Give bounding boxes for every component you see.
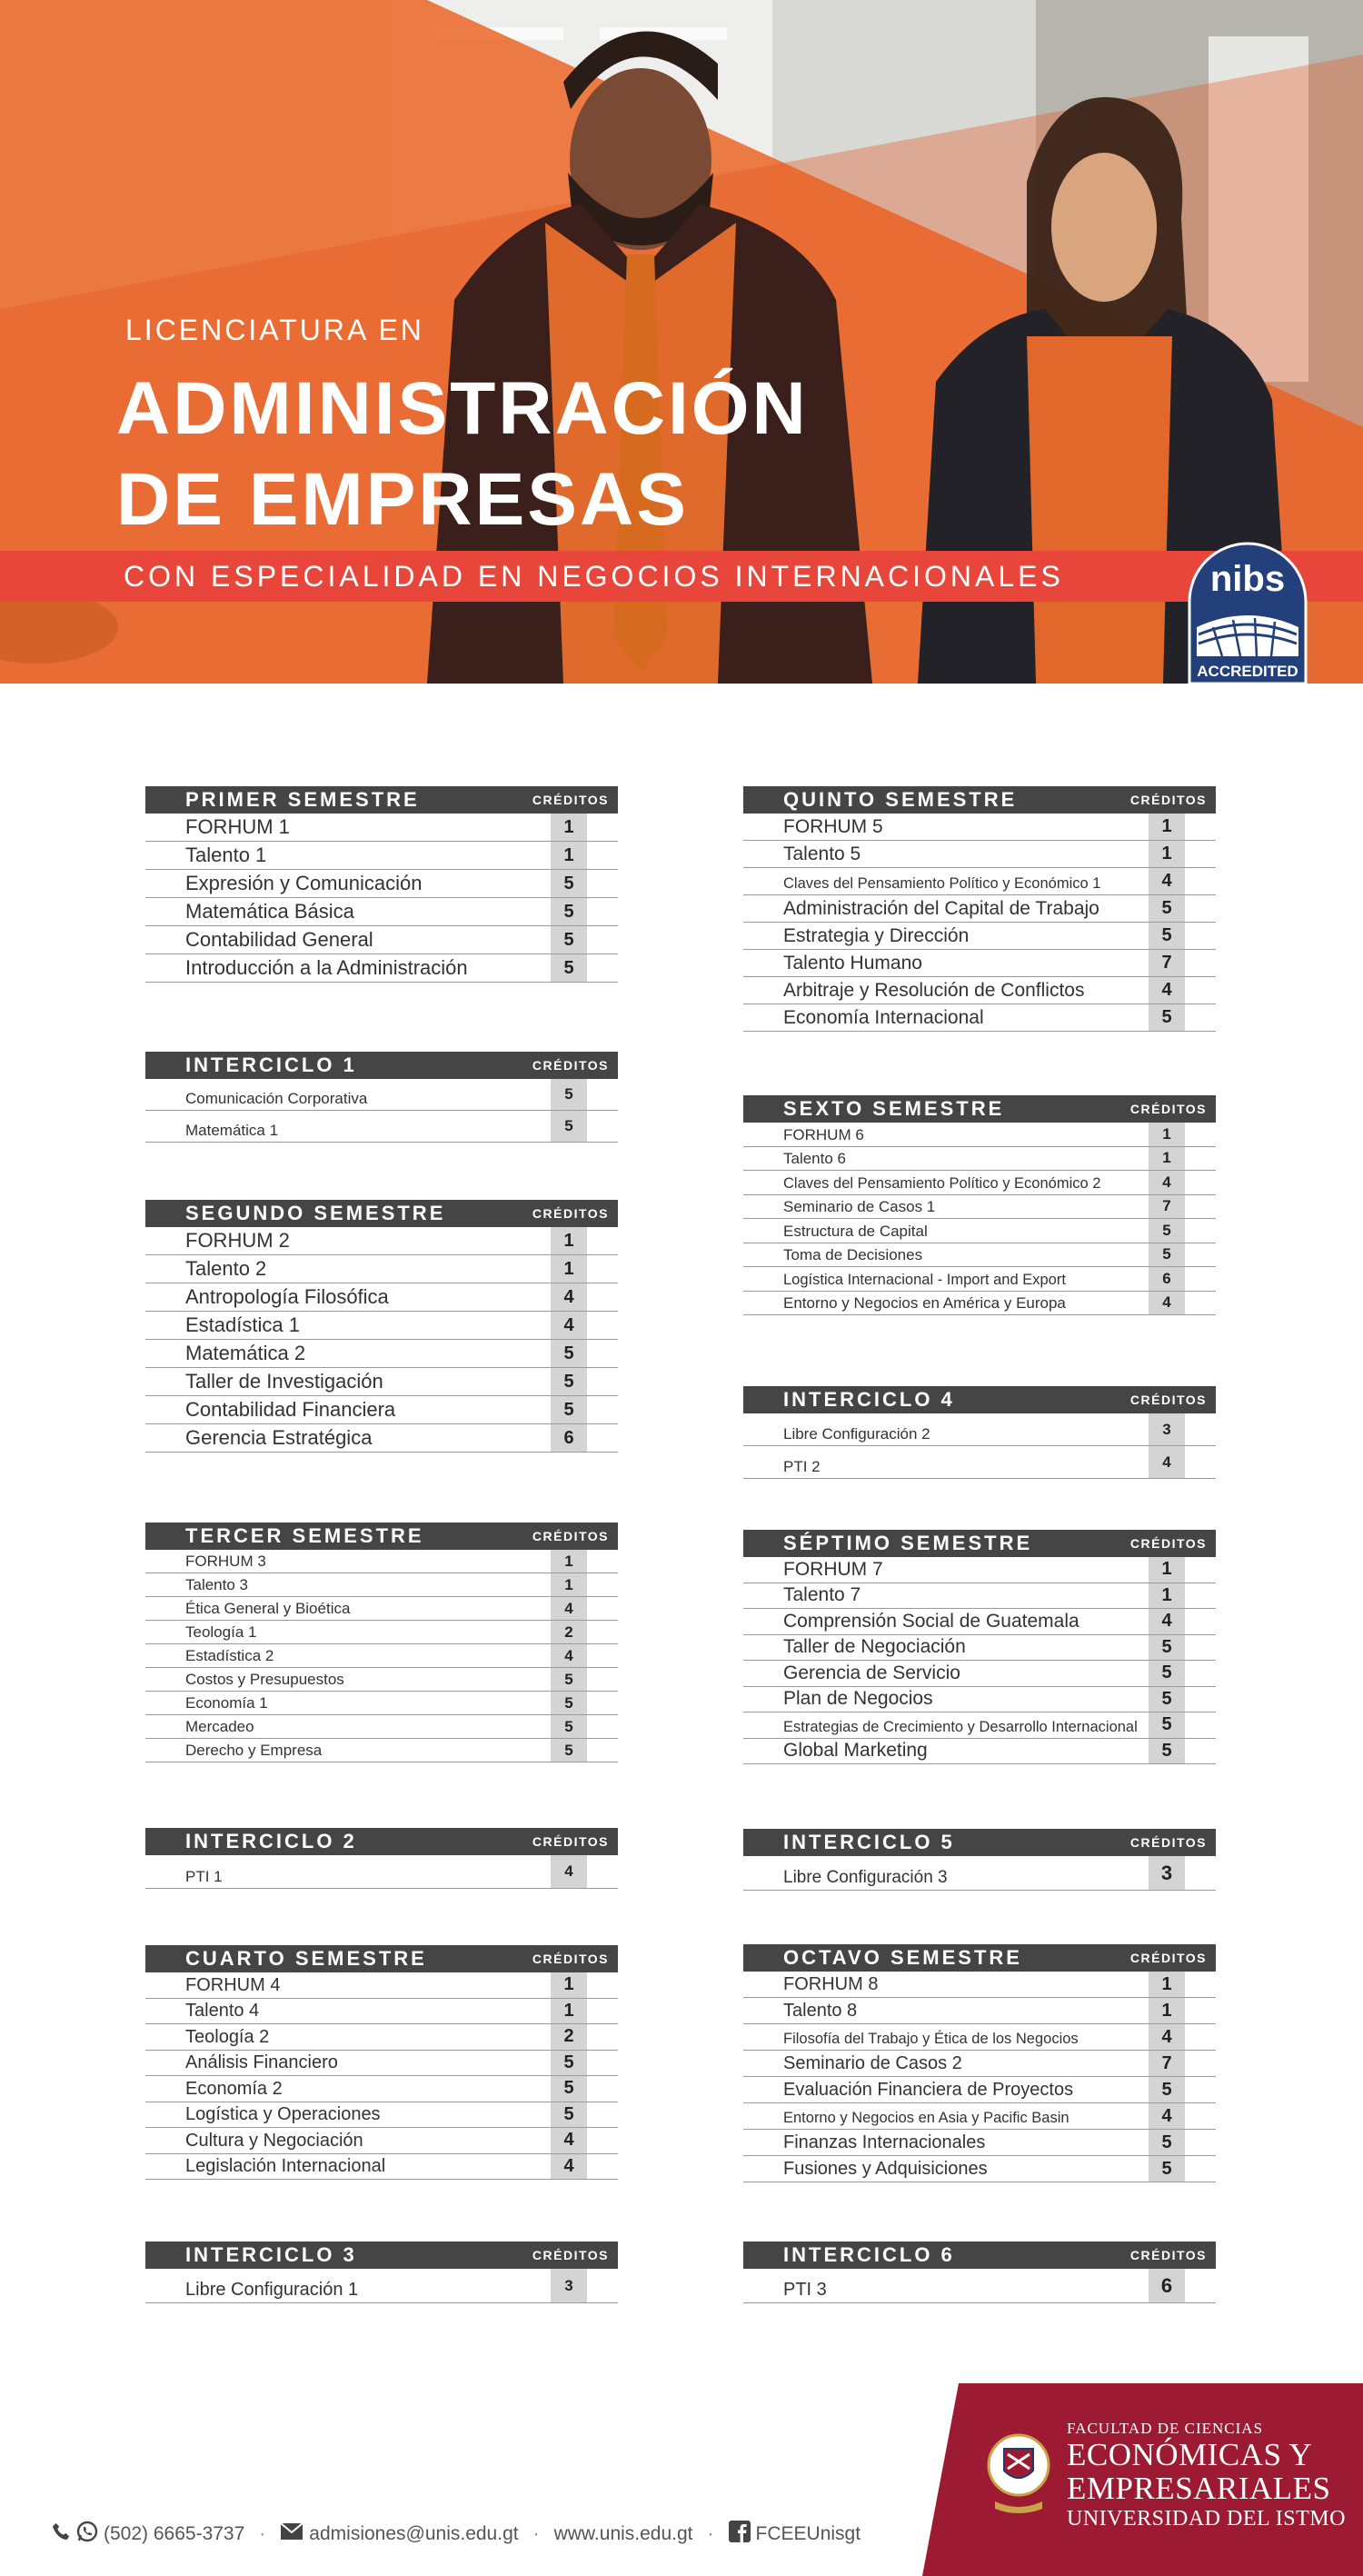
course-credits: 2 — [551, 1621, 587, 1643]
hero-kicker: LICENCIATURA EN — [125, 314, 424, 346]
course-credits: 4 — [1149, 1609, 1185, 1634]
globe-icon — [1197, 615, 1298, 656]
course-name: Talento 2 — [185, 1257, 267, 1280]
facebook-handle[interactable]: FCEEUnisgt — [755, 2523, 861, 2544]
page-title — [116, 364, 809, 545]
semester-title: QUINTO SEMESTRE — [783, 788, 1018, 811]
course-row — [743, 1998, 1216, 2024]
course-credits: 6 — [1149, 2269, 1185, 2302]
course-credits: 5 — [1149, 2077, 1185, 2102]
course-name: Cultura y Negociación — [185, 2130, 363, 2151]
course-row — [743, 841, 1216, 868]
credits-column-label: CRÉDITOS — [1129, 1835, 1207, 1850]
course-credits: 1 — [1149, 1972, 1185, 1997]
course-name: Toma de Decisiones — [783, 1246, 923, 1263]
faculty-line-1: FACULTAD DE CIENCIAS — [1067, 2420, 1264, 2437]
course-row — [145, 1079, 618, 1111]
course-credits: 1 — [551, 1227, 587, 1254]
course-credits: 5 — [551, 898, 587, 925]
course-credits: 4 — [1149, 1292, 1185, 1315]
course-row — [743, 2103, 1216, 2130]
course-row — [145, 954, 618, 983]
phone-number[interactable]: (502) 6665-3737 — [104, 2523, 245, 2544]
faculty-logo-text — [1067, 2420, 1346, 2531]
credits-column-label: CRÉDITOS — [532, 1206, 609, 1221]
course-name: Claves del Pensamiento Político y Económico 2 — [783, 1174, 1101, 1192]
course-credits: 5 — [551, 2076, 587, 2102]
semester-block — [145, 1945, 618, 2180]
semester-header — [145, 1945, 618, 1972]
course-row — [145, 1283, 618, 1312]
semester-header — [743, 1386, 1216, 1413]
course-row — [743, 1147, 1216, 1172]
course-row — [145, 1692, 618, 1715]
course-credits: 4 — [1149, 868, 1185, 894]
course-credits: 5 — [1149, 1661, 1185, 1686]
course-name: Costos y Presupuestos — [185, 1671, 344, 1688]
credits-column-label: CRÉDITOS — [1129, 1536, 1207, 1551]
course-row — [145, 842, 618, 870]
course-name: Estructura de Capital — [783, 1222, 928, 1240]
course-credits: 4 — [551, 1644, 587, 1667]
course-row — [743, 1292, 1216, 1316]
course-row — [743, 1195, 1216, 1220]
university-name: UNIVERSIDAD DEL ISTMO — [1067, 2507, 1346, 2531]
course-credits: 4 — [551, 1312, 587, 1339]
course-credits: 4 — [1149, 1446, 1185, 1478]
course-row — [743, 1661, 1216, 1687]
course-name: Economía Internacional — [783, 1007, 984, 1028]
course-name: Plan de Negocios — [783, 1688, 933, 1709]
course-name: Evaluación Financiera de Proyectos — [783, 2080, 1074, 2100]
course-name: Teología 2 — [185, 2026, 270, 2047]
semester-header — [145, 1523, 618, 1550]
course-name: PTI 2 — [783, 1458, 821, 1475]
course-credits: 4 — [551, 1855, 587, 1888]
course-credits: 1 — [551, 1972, 587, 1998]
course-credits: 1 — [1149, 1998, 1185, 2023]
course-name: Logística y Operaciones — [185, 2104, 381, 2124]
course-row — [743, 1123, 1216, 1147]
course-name: Matemática 1 — [185, 1122, 279, 1139]
course-row — [145, 814, 618, 842]
course-name: Libre Configuración 1 — [185, 2280, 359, 2300]
course-row — [743, 1739, 1216, 1765]
course-name: Talento 6 — [783, 1150, 846, 1167]
course-credits: 5 — [551, 1368, 587, 1395]
credits-column-label: CRÉDITOS — [1129, 793, 1207, 807]
course-credits: 3 — [551, 2269, 587, 2302]
course-name: Comunicación Corporativa — [185, 1090, 368, 1107]
course-credits: 5 — [1149, 1243, 1185, 1267]
course-name: Análisis Financiero — [185, 2052, 338, 2072]
semester-title: CUARTO SEMESTRE — [185, 1947, 427, 1970]
course-row — [145, 2269, 618, 2303]
course-row — [743, 977, 1216, 1004]
course-name: FORHUM 4 — [185, 1974, 281, 1995]
course-name: Arbitraje y Resolución de Conflictos — [783, 980, 1085, 1001]
course-row — [743, 1413, 1216, 1446]
course-name: Logística Internacional - Import and Export — [783, 1271, 1066, 1288]
course-credits: 5 — [1149, 2156, 1185, 2182]
semester-block — [743, 1530, 1216, 1764]
course-name: Contabilidad General — [185, 928, 373, 951]
semester-title: INTERCICLO 3 — [185, 2243, 357, 2266]
course-row — [145, 1597, 618, 1621]
course-name: Estadística 1 — [185, 1313, 300, 1336]
course-row — [743, 1446, 1216, 1479]
course-row — [743, 1171, 1216, 1195]
course-name: FORHUM 5 — [783, 816, 883, 837]
course-credits: 1 — [551, 842, 587, 869]
course-row — [743, 2024, 1216, 2051]
course-row — [145, 1855, 618, 1889]
semester-header — [743, 1095, 1216, 1123]
course-name: Legislación Internacional — [185, 2156, 386, 2176]
course-row — [743, 1856, 1216, 1891]
website-link[interactable]: www.unis.edu.gt — [553, 2523, 693, 2544]
course-credits: 5 — [551, 954, 587, 982]
separator: · — [259, 2523, 266, 2544]
course-row — [743, 2077, 1216, 2103]
semester-header — [145, 1052, 618, 1079]
course-name: Talento 3 — [185, 1576, 248, 1593]
course-row — [145, 1972, 618, 1999]
course-name: Seminario de Casos 2 — [783, 2053, 962, 2073]
course-row — [743, 1687, 1216, 1713]
course-row — [743, 1267, 1216, 1292]
semester-title: INTERCICLO 1 — [185, 1053, 357, 1076]
course-name: Seminario de Casos 1 — [783, 1198, 936, 1215]
course-name: FORHUM 6 — [783, 1125, 864, 1143]
course-row — [743, 1557, 1216, 1583]
course-row — [743, 1635, 1216, 1662]
course-row — [145, 1340, 618, 1368]
semester-title: SEGUNDO SEMESTRE — [185, 1202, 446, 1224]
semester-block — [145, 2242, 618, 2303]
course-credits: 5 — [1149, 1739, 1185, 1764]
semester-block — [743, 1095, 1216, 1315]
semester-title: INTERCICLO 5 — [783, 1831, 955, 1853]
semester-title: TERCER SEMESTRE — [185, 1524, 424, 1547]
semester-header — [145, 1828, 618, 1855]
course-credits: 4 — [1149, 2024, 1185, 2050]
course-credits: 3 — [1149, 1856, 1185, 1890]
course-credits: 7 — [1149, 950, 1185, 976]
course-credits: 5 — [1149, 1687, 1185, 1712]
course-credits: 5 — [1149, 1635, 1185, 1661]
course-row — [145, 2128, 618, 2154]
course-row — [145, 2076, 618, 2102]
semester-block — [145, 1052, 618, 1143]
course-name: Taller de Negociación — [783, 1636, 966, 1657]
accredited-text: ACCREDITED — [1197, 663, 1298, 680]
course-credits: 1 — [551, 1573, 587, 1596]
course-credits: 1 — [551, 814, 587, 841]
course-row — [145, 1255, 618, 1283]
semester-block — [743, 2242, 1216, 2303]
course-credits: 7 — [1149, 2051, 1185, 2076]
course-row — [743, 895, 1216, 923]
course-row — [145, 1111, 618, 1143]
credits-column-label: CRÉDITOS — [1129, 2248, 1207, 2262]
course-name: PTI 3 — [783, 2280, 827, 2300]
course-row — [145, 2154, 618, 2181]
course-row — [145, 898, 618, 926]
semester-header — [145, 2242, 618, 2269]
course-credits: 5 — [551, 1111, 587, 1142]
course-name: Talento 5 — [783, 844, 861, 864]
semester-title: SÉPTIMO SEMESTRE — [783, 1532, 1033, 1554]
course-credits: 5 — [551, 1739, 587, 1762]
faculty-line-2: ECONÓMICAS Y — [1067, 2437, 1313, 2472]
credits-column-label: CRÉDITOS — [532, 1529, 609, 1543]
semester-block — [145, 1523, 618, 1762]
course-name: Filosofía del Trabajo y Ética de los Negocios — [783, 2031, 1079, 2047]
course-name: Mercadeo — [185, 1718, 254, 1735]
course-credits: 4 — [1149, 977, 1185, 1003]
course-name: Estrategias de Crecimiento y Desarrollo Internacional — [783, 1718, 1138, 1735]
course-name: FORHUM 7 — [783, 1558, 883, 1580]
course-name: PTI 1 — [185, 1868, 223, 1885]
semester-header — [743, 786, 1216, 814]
semester-title: INTERCICLO 4 — [783, 1388, 955, 1411]
course-row — [145, 1644, 618, 1668]
semester-block — [743, 786, 1216, 1032]
credits-column-label: CRÉDITOS — [1129, 1393, 1207, 1407]
course-row — [145, 1715, 618, 1739]
course-name: Antropología Filosófica — [185, 1285, 389, 1308]
hero-banner — [0, 0, 1363, 684]
course-row — [145, 2102, 618, 2129]
course-row — [145, 1227, 618, 1255]
course-name: Entorno y Negocios en Asia y Pacific Basin — [783, 2110, 1070, 2126]
course-credits: 4 — [551, 1283, 587, 1311]
course-name: Libre Configuración 2 — [783, 1425, 930, 1443]
course-credits: 6 — [1149, 1267, 1185, 1291]
course-row — [145, 1424, 618, 1453]
credits-column-label: CRÉDITOS — [532, 793, 609, 807]
course-name: Global Marketing — [783, 1740, 928, 1761]
course-credits: 5 — [1149, 1004, 1185, 1031]
university-seal-icon — [986, 2429, 1051, 2516]
course-row — [145, 1621, 618, 1644]
course-credits: 5 — [1149, 1219, 1185, 1243]
course-row — [145, 1396, 618, 1424]
separator: · — [532, 2523, 540, 2544]
semester-header — [743, 1944, 1216, 1972]
course-credits: 2 — [551, 2024, 587, 2050]
course-credits: 5 — [551, 926, 587, 954]
semester-title: OCTAVO SEMESTRE — [783, 1946, 1022, 1969]
course-credits: 4 — [1149, 1171, 1185, 1194]
course-name: Talento Humano — [783, 953, 922, 973]
course-name: Teología 1 — [185, 1623, 257, 1641]
course-credits: 5 — [551, 2102, 587, 2128]
course-name: Administración del Capital de Trabajo — [783, 898, 1099, 919]
course-name: Economía 2 — [185, 2078, 283, 2099]
course-name: Gerencia Estratégica — [185, 1426, 373, 1449]
course-name: Introducción a la Administración — [185, 956, 468, 979]
course-credits: 1 — [1149, 1123, 1185, 1146]
course-name: Libre Configuración 3 — [783, 1868, 948, 1887]
course-name: Entorno y Negocios en América y Europa — [783, 1294, 1066, 1312]
course-name: Expresión y Comunicación — [185, 872, 423, 894]
course-row — [145, 1668, 618, 1692]
credits-column-label: CRÉDITOS — [532, 1834, 609, 1849]
course-row — [145, 2051, 618, 2077]
course-row — [743, 950, 1216, 977]
title-line-2: DE EMPRESAS — [116, 458, 689, 541]
course-credits: 5 — [551, 870, 587, 897]
course-row — [743, 2130, 1216, 2156]
course-row — [145, 1739, 618, 1762]
course-row — [145, 926, 618, 954]
course-credits: 5 — [1149, 2130, 1185, 2155]
course-row — [743, 1004, 1216, 1032]
course-row — [145, 1550, 618, 1573]
course-row — [743, 2156, 1216, 2182]
semester-block — [743, 1944, 1216, 2182]
course-credits: 5 — [551, 1079, 587, 1110]
envelope-icon — [280, 2522, 303, 2546]
course-name: Talento 7 — [783, 1584, 861, 1605]
course-credits: 4 — [551, 2128, 587, 2153]
semester-header — [743, 2242, 1216, 2269]
course-name: Economía 1 — [185, 1694, 268, 1712]
semester-header — [743, 1829, 1216, 1856]
course-row — [743, 1243, 1216, 1268]
course-credits: 6 — [551, 1424, 587, 1452]
course-name: Talento 8 — [783, 2001, 858, 2021]
semester-block — [743, 1386, 1216, 1479]
credits-column-label: CRÉDITOS — [532, 2248, 609, 2262]
nibs-logo-text: nibs — [1209, 559, 1286, 599]
semester-title: INTERCICLO 6 — [783, 2243, 955, 2266]
course-name: Fusiones y Adquisiciones — [783, 2159, 988, 2179]
credits-column-label: CRÉDITOS — [532, 1058, 609, 1073]
course-credits: 5 — [551, 1668, 587, 1691]
course-name: Derecho y Empresa — [185, 1742, 323, 1759]
course-row — [743, 2269, 1216, 2303]
faculty-line-3: EMPRESARIALES — [1067, 2471, 1331, 2506]
course-row — [145, 870, 618, 898]
course-credits: 5 — [551, 1715, 587, 1738]
semester-title: SEXTO SEMESTRE — [783, 1097, 1005, 1120]
course-credits: 5 — [551, 1692, 587, 1714]
course-credits: 1 — [551, 1550, 587, 1573]
course-row — [743, 1609, 1216, 1635]
semester-block — [145, 1200, 618, 1453]
course-row — [743, 1583, 1216, 1610]
semester-block — [145, 786, 618, 983]
course-name: Matemática 2 — [185, 1342, 306, 1364]
course-name: Ética General y Bioética — [185, 1600, 351, 1617]
course-name: FORHUM 1 — [185, 815, 290, 838]
course-name: Comprensión Social de Guatemala — [783, 1610, 1079, 1632]
course-name: Finanzas Internacionales — [783, 2132, 986, 2152]
semester-title: INTERCICLO 2 — [185, 1830, 357, 1852]
course-name: Contabilidad Financiera — [185, 1398, 396, 1421]
course-name: Talento 1 — [185, 844, 267, 866]
course-name: FORHUM 2 — [185, 1229, 290, 1252]
course-row — [743, 814, 1216, 841]
course-name: Taller de Investigación — [185, 1370, 383, 1393]
course-credits: 7 — [1149, 1195, 1185, 1219]
course-credits: 1 — [1149, 1557, 1185, 1583]
course-credits: 5 — [1149, 895, 1185, 922]
course-credits: 5 — [551, 1396, 587, 1423]
credits-column-label: CRÉDITOS — [1129, 1951, 1207, 1965]
title-line-1: ADMINISTRACIÓN — [116, 367, 809, 450]
email-link[interactable]: admisiones@unis.edu.gt — [309, 2523, 519, 2544]
credits-column-label: CRÉDITOS — [532, 1952, 609, 1966]
separator: · — [707, 2523, 714, 2544]
course-credits: 1 — [1149, 1583, 1185, 1609]
course-name: Gerencia de Servicio — [783, 1662, 960, 1683]
course-credits: 1 — [1149, 841, 1185, 867]
contact-bar — [51, 2518, 861, 2551]
course-name: Claves del Pensamiento Político y Económico 1 — [783, 875, 1101, 892]
semester-block — [145, 1828, 618, 1889]
course-row — [743, 1972, 1216, 1998]
course-row — [743, 868, 1216, 895]
course-row — [743, 1219, 1216, 1243]
course-row — [743, 2051, 1216, 2077]
course-credits: 5 — [1149, 923, 1185, 949]
credits-column-label: CRÉDITOS — [1129, 1102, 1207, 1116]
course-credits: 1 — [1149, 1147, 1185, 1171]
course-name: FORHUM 3 — [185, 1553, 266, 1570]
course-credits: 5 — [1149, 1712, 1185, 1738]
semester-header — [743, 1530, 1216, 1557]
phone-icon — [51, 2521, 71, 2547]
semester-header — [145, 1200, 618, 1227]
course-name: FORHUM 8 — [783, 1974, 879, 1994]
course-name: Estrategia y Dirección — [783, 925, 970, 946]
course-credits: 5 — [551, 1340, 587, 1367]
course-credits: 3 — [1149, 1413, 1185, 1445]
semester-title: PRIMER SEMESTRE — [185, 788, 420, 811]
course-row — [145, 1368, 618, 1396]
course-credits: 4 — [551, 1597, 587, 1620]
semester-block — [743, 1829, 1216, 1891]
whatsapp-icon — [76, 2521, 98, 2548]
specialty-text: CON ESPECIALIDAD EN NEGOCIOS INTERNACIONALES — [124, 560, 1064, 593]
course-row — [743, 923, 1216, 950]
course-credits: 5 — [551, 2051, 587, 2076]
course-name: Estadística 2 — [185, 1647, 274, 1664]
course-credits: 1 — [551, 1999, 587, 2024]
course-row — [145, 1573, 618, 1597]
course-row — [145, 1999, 618, 2025]
course-credits: 1 — [551, 1255, 587, 1283]
course-credits: 4 — [551, 2154, 587, 2180]
course-credits: 1 — [1149, 814, 1185, 840]
semester-header — [145, 786, 618, 814]
course-credits: 4 — [1149, 2103, 1185, 2129]
facebook-icon — [729, 2521, 751, 2548]
nibs-accredited-badge — [1186, 540, 1309, 684]
course-name: Matemática Básica — [185, 900, 354, 923]
course-row — [743, 1712, 1216, 1739]
course-row — [145, 2024, 618, 2051]
course-name: Talento 4 — [185, 2001, 260, 2021]
course-row — [145, 1312, 618, 1340]
